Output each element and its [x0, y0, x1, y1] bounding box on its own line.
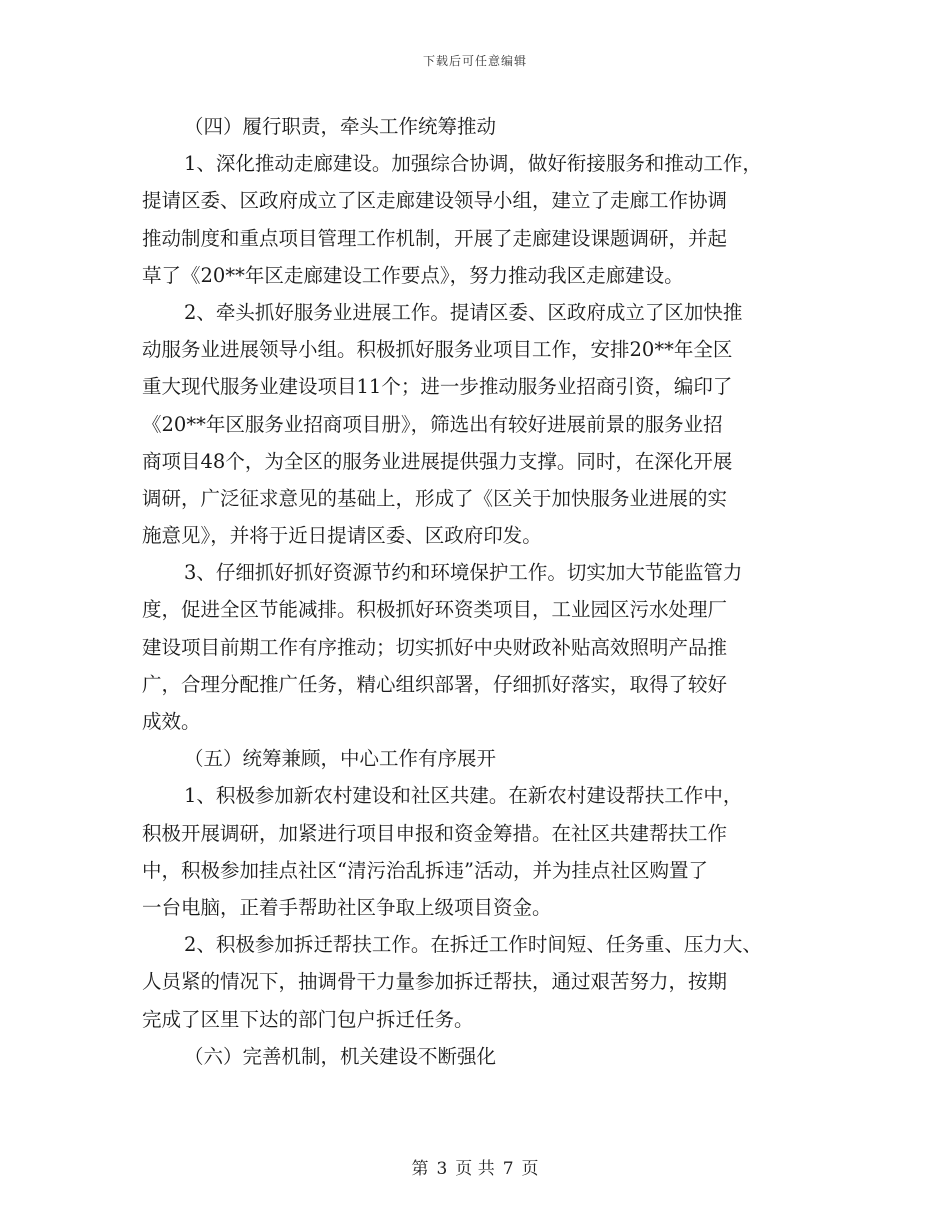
text-line: 重大现代服务业建设项目11个；进一步推动服务业招商引资，编印了 — [142, 375, 733, 399]
text-line: 积极开展调研，加紧进行项目申报和资金筹措。在社区共建帮扶工作 — [142, 821, 728, 845]
text-line: 3、仔细抓好抓好资源节约和环境保护工作。切实加大节能监管力 — [184, 561, 743, 585]
document-body — [142, 108, 814, 1075]
text-line: 提请区委、区政府成立了区走廊建设领导小组，建立了走廊工作协调 — [142, 189, 728, 213]
text-line: 草了《20**年区走廊建设工作要点》，努力推动我区走廊建设。 — [142, 263, 684, 287]
text-line: 动服务业进展领导小组。积极抓好服务业项目工作，安排20**年全区 — [142, 338, 733, 362]
text-line: 调研，广泛征求意见的基础上，形成了《区关于加快服务业进展的实 — [142, 486, 728, 510]
text-line: 度，促进全区节能减排。积极抓好环资类项目，工业园区污水处理厂 — [142, 598, 728, 622]
text-line: 施意见》，并将于近日提请区委、区政府印发。 — [142, 524, 542, 548]
footer-current-page: 3 — [436, 1159, 448, 1179]
text-line: 完成了区里下达的部门包户拆迁任务。 — [142, 1007, 474, 1031]
section-heading-6: （六）完善机制，机关建设不断强化 — [184, 1044, 497, 1068]
section-heading-4: （四）履行职责，牵头工作统筹推动 — [184, 115, 497, 138]
text-line: 成效。 — [142, 710, 201, 733]
text-line: 1、积极参加新农村建设和社区共建。在新农村建设帮扶工作中， — [184, 784, 743, 808]
page-number-footer — [0, 1154, 950, 1179]
text-line: 广，合理分配推广任务，精心组织部署，仔细抓好落实，取得了较好 — [142, 672, 728, 696]
text-line: 1、深化推动走廊建设。加强综合协调，做好衔接服务和推动工作， — [184, 152, 762, 176]
text-line: 中，积极参加挂点社区“清污治乱拆违”活动，并为挂点社区购置了 — [142, 858, 708, 882]
text-line: 推动制度和重点项目管理工作机制，开展了走廊建设课题调研，并起 — [142, 226, 728, 250]
footer-total-pages: 7 — [502, 1159, 514, 1179]
text-line: 2、积极参加拆迁帮扶工作。在拆迁工作时间短、任务重、压力大、 — [184, 933, 762, 957]
text-line: 《20**年区服务业招商项目册》，筛选出有较好进展前景的服务业招 — [142, 412, 723, 436]
text-line: 商项目48个，为全区的服务业进展提供强力支撑。同时，在深化开展 — [142, 449, 733, 473]
page-header-note: 下载后可任意编辑 — [422, 54, 527, 68]
footer-suffix: 页 — [521, 1159, 539, 1179]
text-line: 建设项目前期工作有序推动；切实抓好中央财政补贴高效照明产品推 — [142, 635, 728, 659]
text-line: 2、牵头抓好服务业进展工作。提请区委、区政府成立了区加快推 — [184, 300, 743, 324]
section-heading-5: （五）统筹兼顾，中心工作有序展开 — [184, 747, 497, 771]
text-line: 人员紧的情况下，抽调骨干力量参加拆迁帮扶，通过艰苦努力，按期 — [142, 970, 728, 994]
footer-middle: 页 共 — [455, 1159, 495, 1179]
footer-prefix: 第 — [411, 1159, 429, 1179]
text-line: 一台电脑，正着手帮助社区争取上级项目资金。 — [142, 895, 552, 919]
